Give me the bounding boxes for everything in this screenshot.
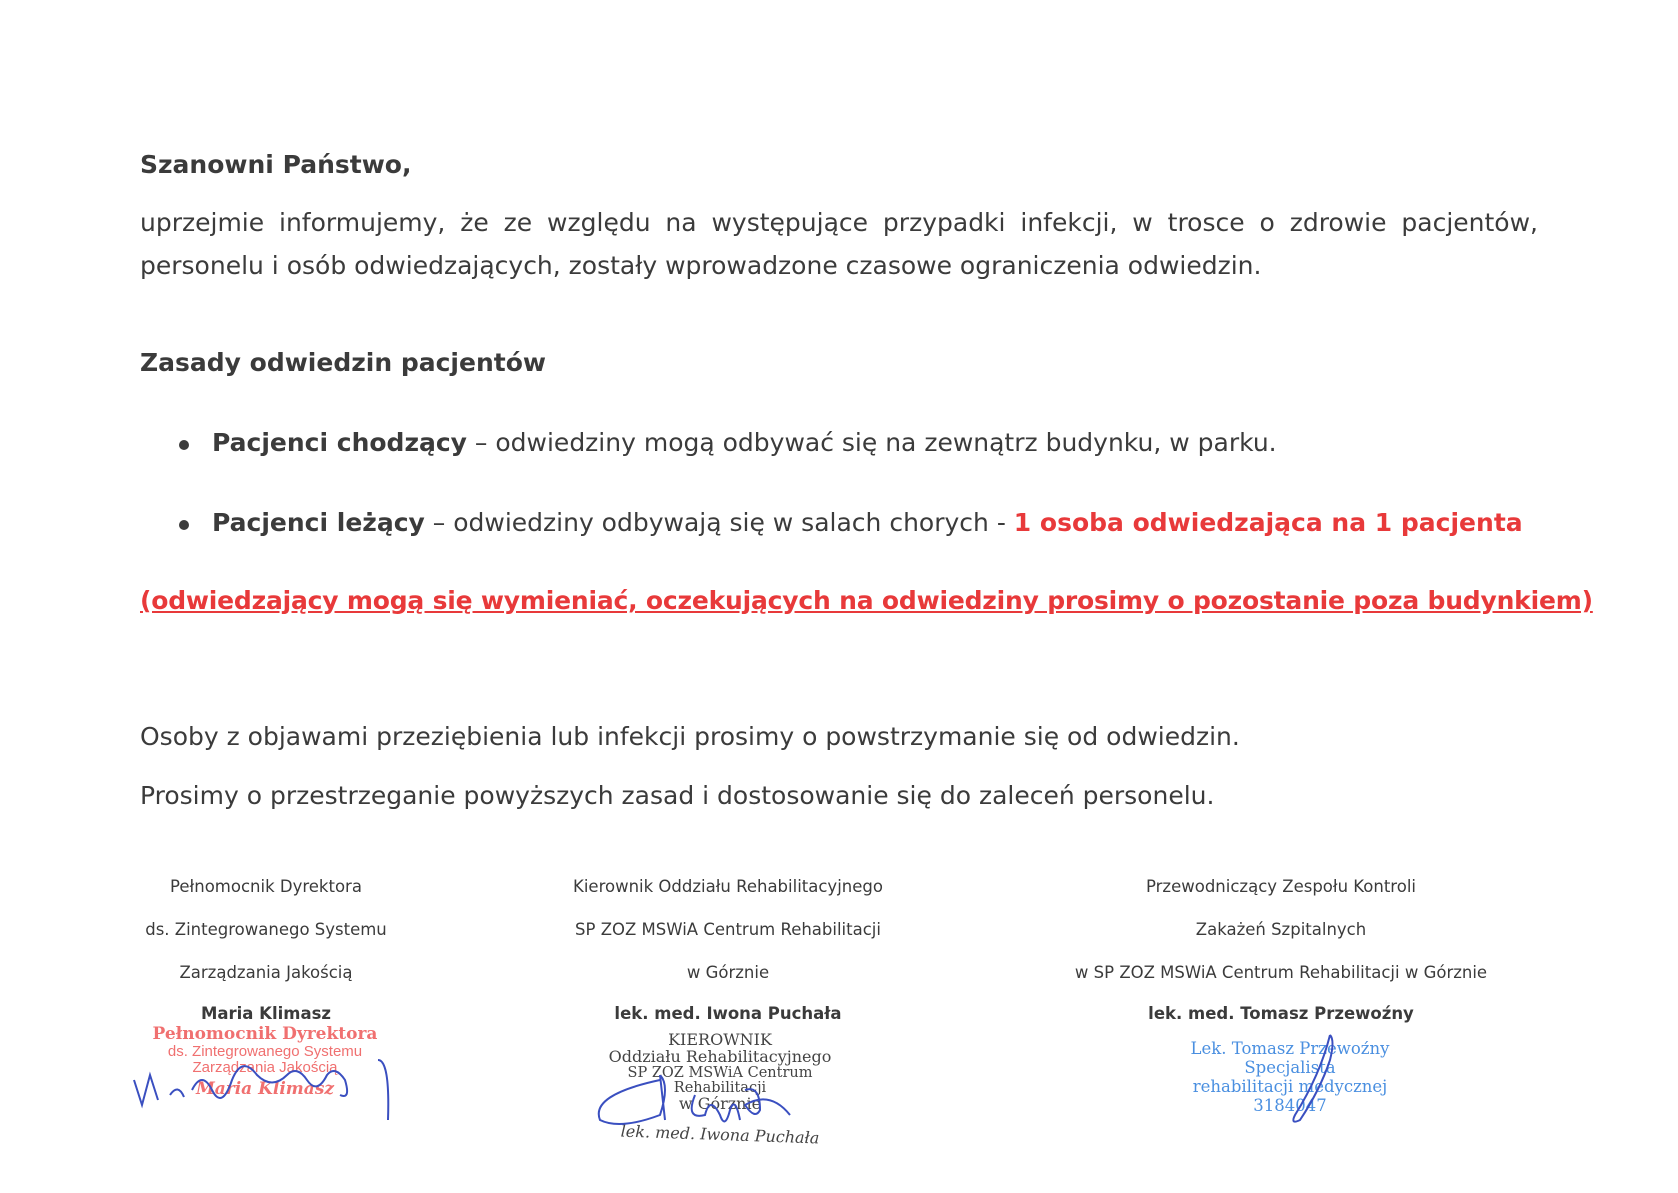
closing-line-1: Osoby z objawami przeziębienia lub infekcji prosimy o powstrzymanie się od odwiedzin.	[140, 722, 1240, 751]
rule-text: – odwiedziny mogą odbywać się na zewnątrz budynku, w parku.	[466, 428, 1277, 457]
stamp-line: lek. med. Iwona Puchała	[620, 1121, 820, 1148]
sig-name: lek. med. Tomasz Przewoźny	[1148, 1004, 1414, 1023]
sig-name: lek. med. Iwona Puchała	[614, 1004, 842, 1023]
stamp-line: Pełnomocnik Dyrektora	[152, 1024, 378, 1044]
closing-line-2: Prosimy o przestrzeganie powyższych zasad i dostosowanie się do zaleceń personelu.	[140, 781, 1215, 810]
rule-text: – odwiedziny odbywają się w salach chorych -	[424, 508, 1014, 537]
rule-bold: Pacjenci chodzący	[212, 428, 467, 457]
handwritten-signature	[1270, 1030, 1360, 1130]
stamp-line: ds. Zintegrowanego Systemu	[167, 1042, 363, 1060]
stamp-line: rehabilitacji medycznej	[1192, 1076, 1388, 1096]
rule-bold: Pacjenci leżący	[212, 508, 425, 537]
stamp-line: SP ZOZ MSWiA Centrum Rehabilitacji	[627, 1064, 813, 1096]
handwritten-signature	[130, 1050, 390, 1120]
sig-line: w SP ZOZ MSWiA Centrum Rehabilitacji w Górznie	[1074, 963, 1488, 982]
bullet-icon	[179, 520, 189, 530]
sig-line: Kierownik Oddziału Rehabilitacyjnego	[573, 877, 883, 896]
sig-line: Pełnomocnik Dyrektora	[170, 877, 362, 896]
sig-line: Zarządzania Jakością	[179, 963, 353, 982]
rule-highlight: 1 osoba odwiedzająca na 1 pacjenta	[1013, 508, 1523, 537]
stamp-line: Lek. Tomasz Przewoźny	[1190, 1039, 1390, 1058]
stamp-line: Oddziału Rehabilitacyjnego	[608, 1046, 832, 1066]
bullet-icon	[179, 440, 189, 450]
stamp-line: Specjalista	[1244, 1057, 1336, 1077]
intro-line-2: personelu i osób odwiedzających, zostały wprowadzone czasowe ograniczenia odwiedzin.	[140, 251, 1262, 280]
notice: (odwiedzający mogą się wymieniać, oczekujących na odwiedziny prosimy o pozostanie poza budynkiem)	[140, 586, 1593, 615]
sig-line: SP ZOZ MSWiA Centrum Rehabilitacji	[575, 920, 881, 939]
rule-item	[212, 428, 1277, 457]
sig-line: Zakażeń Szpitalnych	[1195, 920, 1367, 939]
stamp-line: w Górznie	[678, 1094, 762, 1114]
sig-line: w Górznie	[686, 963, 770, 982]
handwritten-signature	[595, 1075, 835, 1145]
stamp-line: Maria Klimasz	[195, 1079, 335, 1100]
stamp-line: Zarządzania Jakością	[192, 1058, 338, 1076]
greeting: Szanowni Państwo,	[140, 150, 412, 179]
sig-line: ds. Zintegrowanego Systemu	[145, 920, 387, 939]
stamp-line: 3184047	[1253, 1095, 1327, 1115]
stamp-line: KIEROWNIK	[668, 1030, 772, 1049]
sig-line: Przewodniczący Zespołu Kontroli	[1145, 877, 1416, 896]
rule-item	[212, 508, 1523, 537]
rules-heading: Zasady odwiedzin pacjentów	[140, 348, 546, 377]
intro-line-1: uprzejmie informujemy, że ze względu na występujące przypadki infekcji, w trosce o zdrowie pacjentów,	[140, 208, 1538, 237]
sig-name: Maria Klimasz	[200, 1004, 332, 1023]
